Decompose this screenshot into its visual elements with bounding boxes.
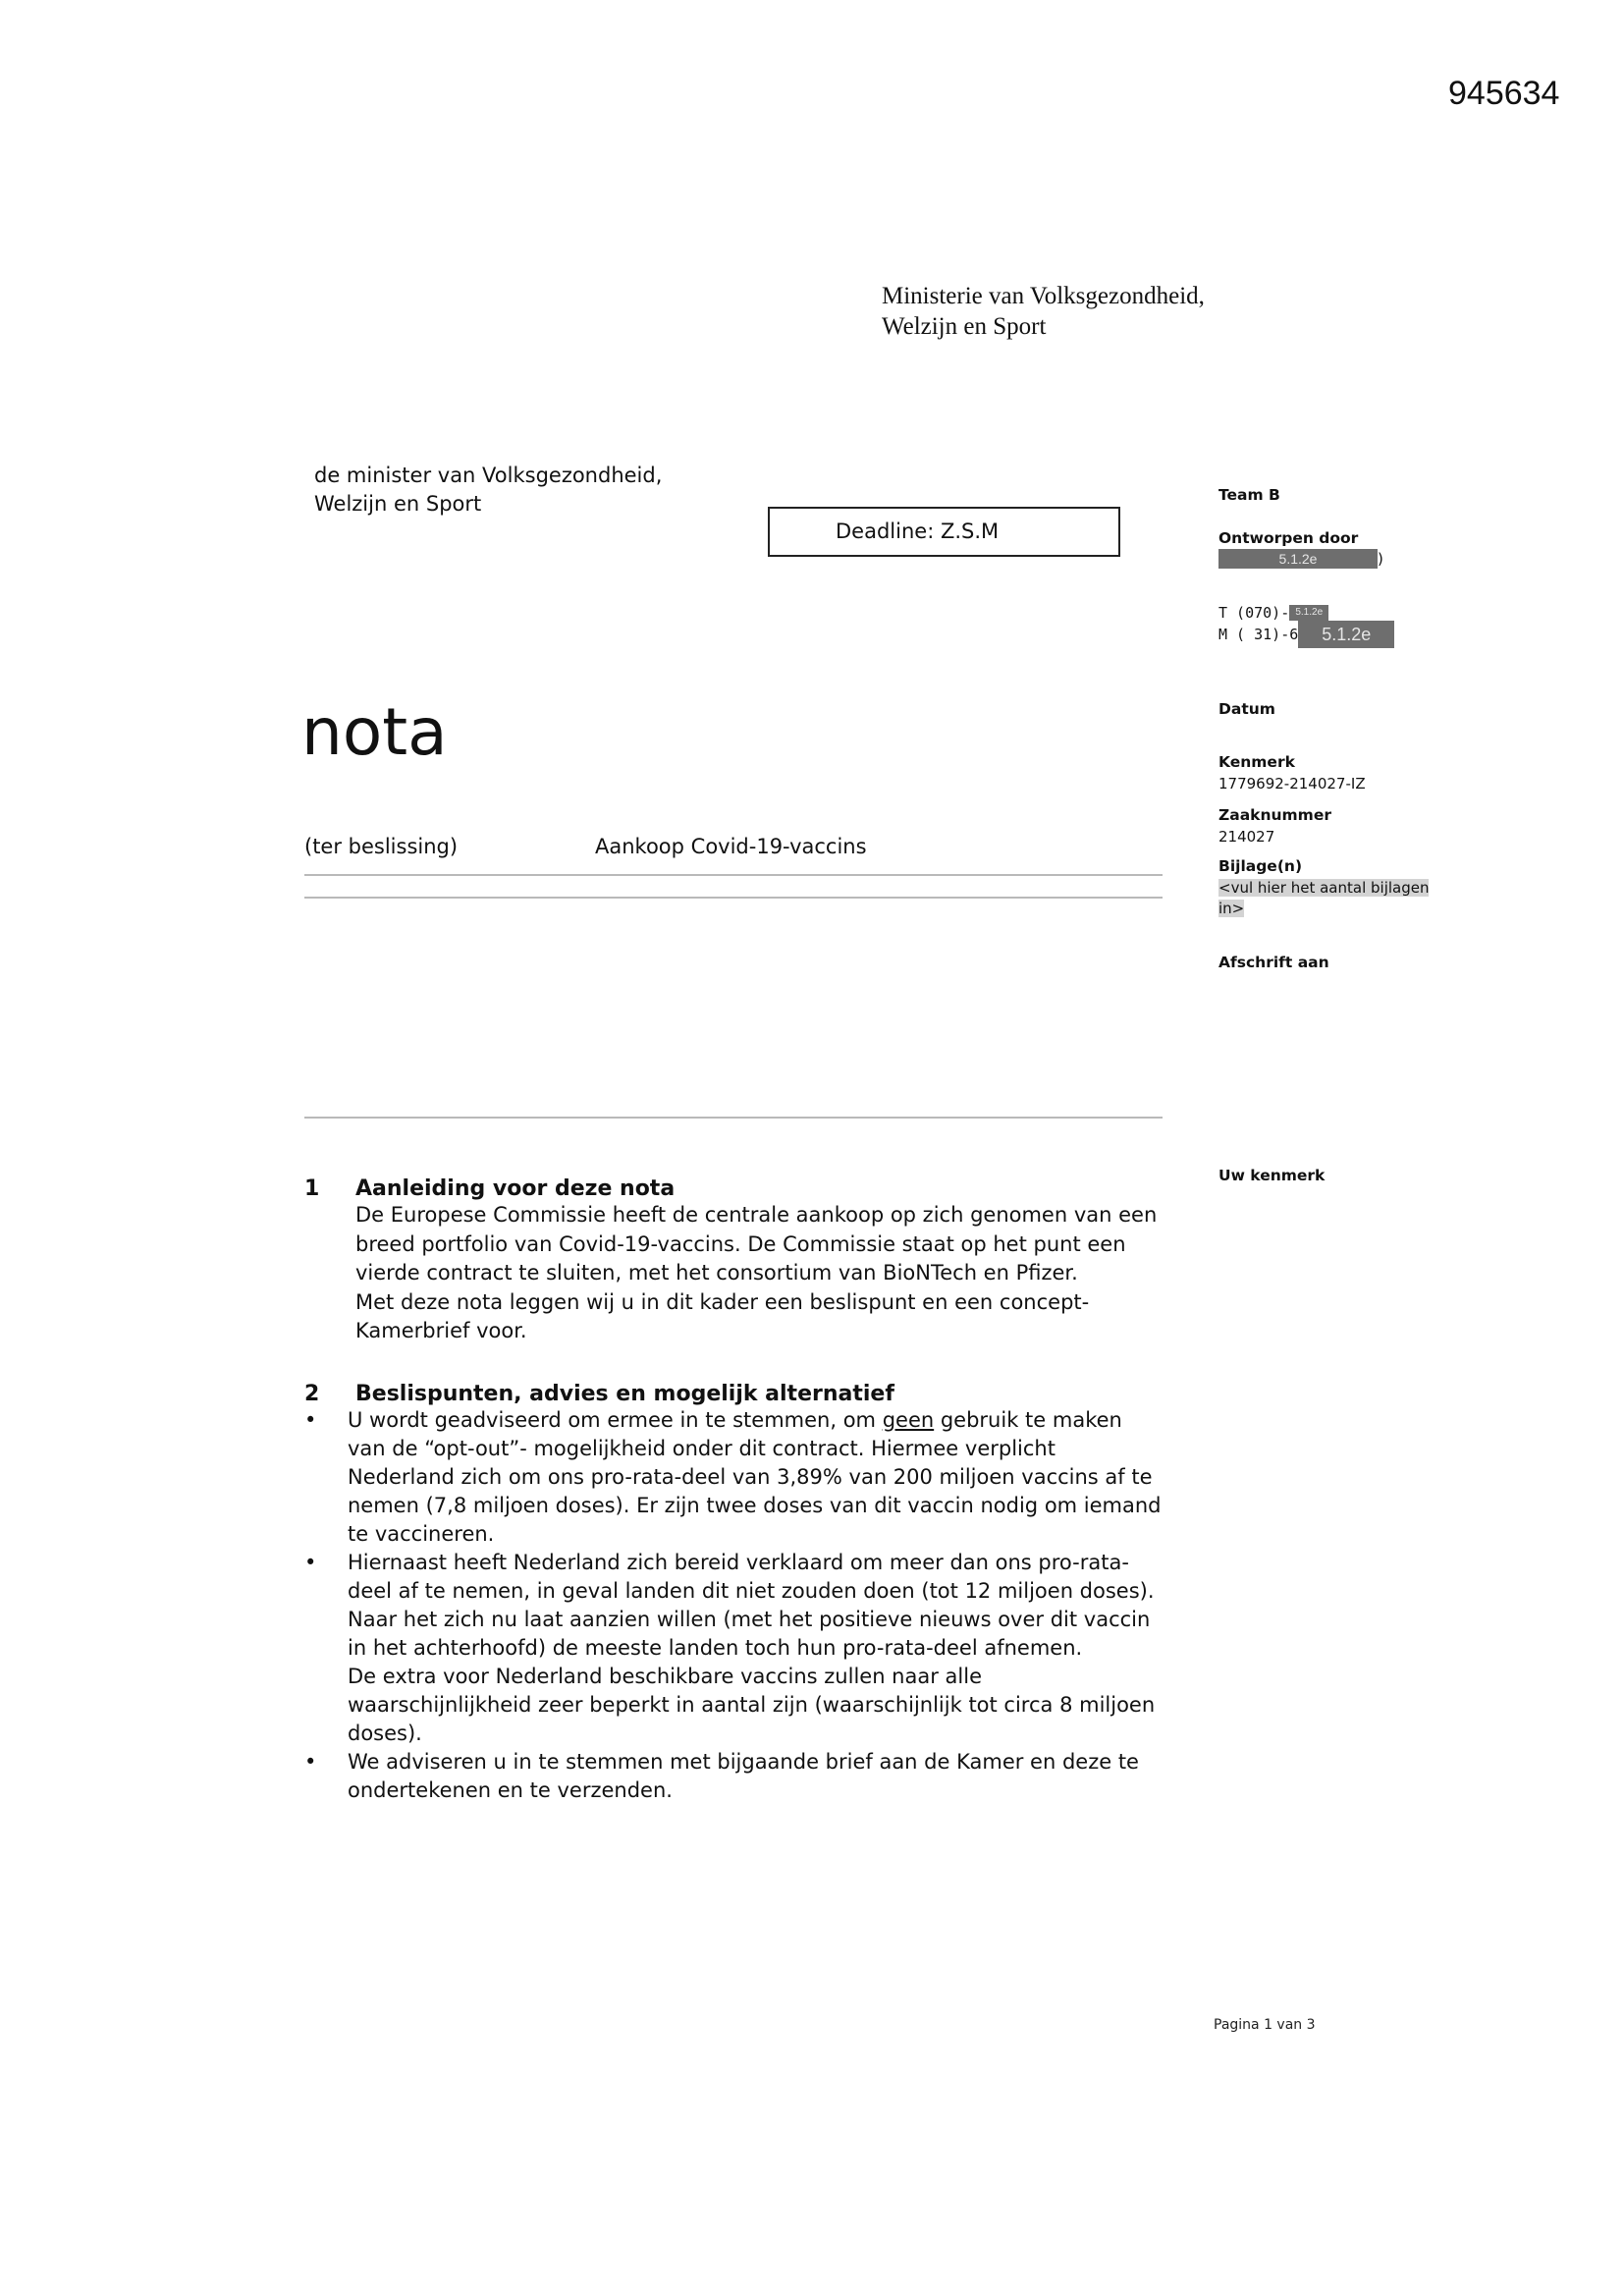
list-item xyxy=(304,1406,1212,1549)
section-title: Aanleiding voor deze nota xyxy=(355,1176,676,1201)
afschrift-label: Afschrift aan xyxy=(1218,954,1329,971)
redaction-box: 5.1.2e xyxy=(1298,621,1394,648)
section-2-body xyxy=(304,1406,1212,1805)
redaction-box: 5.1.2e xyxy=(1218,549,1378,569)
body-line: ondertekenen en te verzenden. xyxy=(348,1778,673,1802)
ontworpen-label: Ontworpen door xyxy=(1218,529,1359,547)
divider xyxy=(304,874,1163,876)
section-number: 1 xyxy=(304,1176,320,1201)
divider xyxy=(304,897,1163,899)
body-line: in het achterhoofd) de meeste landen toch hun pro-rata-deel afnemen. xyxy=(348,1636,1083,1660)
body-line: Naar het zich nu laat aanzien willen (met het positieve nieuws over dit vaccin xyxy=(348,1608,1151,1631)
ministry-logo-text xyxy=(882,281,1205,342)
note-subject: Aankoop Covid-19-vaccins xyxy=(595,835,867,858)
list-item xyxy=(304,1549,1212,1748)
deadline-box: Deadline: Z.S.M xyxy=(768,507,1120,557)
body-line xyxy=(348,1406,1212,1435)
ontworpen-suffix: ) xyxy=(1378,550,1383,568)
ontworpen-row xyxy=(1218,548,1383,570)
document-number: 945634 xyxy=(1448,75,1560,112)
body-line: Nederland zich om ons pro-rata-deel van 3,89% van 200 miljoen vaccins af te xyxy=(348,1465,1153,1489)
body-line: De extra voor Nederland beschikbare vaccins zullen naar alle xyxy=(348,1665,982,1688)
section-1-body xyxy=(355,1201,1200,1346)
datum-label: Datum xyxy=(1218,700,1275,718)
note-type: (ter beslissing) xyxy=(304,835,459,858)
text-run: gebruik te maken xyxy=(934,1408,1122,1432)
kenmerk-value: 1779692-214027-IZ xyxy=(1218,775,1366,793)
divider xyxy=(304,1117,1163,1119)
body-line: nemen (7,8 miljoen doses). Er zijn twee doses van dit vaccin nodig om iemand xyxy=(348,1494,1162,1517)
body-line: Met deze nota leggen wij u in dit kader een beslispunt en een concept- xyxy=(355,1289,1090,1314)
page-title: nota xyxy=(301,694,448,770)
body-line: Kamerbrief voor. xyxy=(355,1319,527,1342)
bullet: • xyxy=(304,1551,317,1574)
body-line: waarschijnlijkheid zeer beperkt in aantal zijn (waarschijnlijk tot circa 8 miljoen xyxy=(348,1693,1156,1717)
body-line: doses). xyxy=(348,1722,422,1745)
bijlagen-placeholder-line-1: <vul hier het aantal bijlagen xyxy=(1218,879,1430,897)
body-line: breed portfolio van Covid-19-vaccins. De Commissie staat op het punt een xyxy=(355,1231,1126,1256)
phone-m-prefix: M ( 31)-6 xyxy=(1218,626,1299,643)
bullet: • xyxy=(304,1750,317,1774)
section-number: 2 xyxy=(304,1382,320,1406)
zaaknummer-value: 214027 xyxy=(1218,828,1275,846)
redaction-box: 5.1.2e xyxy=(1289,605,1328,621)
text-run: U wordt geadviseerd om ermee in te stemmen, om xyxy=(348,1408,883,1432)
section-title: Beslispunten, advies en mogelijk alternatief xyxy=(355,1382,894,1406)
bijlagen-placeholder-line-2: in> xyxy=(1218,900,1245,917)
body-line: vierde contract te sluiten, met het consortium van BioNTech en Pfizer. xyxy=(355,1261,1078,1285)
underlined-text: geen xyxy=(882,1408,935,1432)
kenmerk-label: Kenmerk xyxy=(1218,753,1295,771)
page-number: Pagina 1 van 3 xyxy=(1214,2017,1316,2033)
ministry-line-2: Welzijn en Sport xyxy=(882,313,1047,340)
ministry-line-1: Ministerie van Volksgezondheid, xyxy=(882,283,1205,309)
bullet-list xyxy=(304,1406,1212,1805)
phone-m-row xyxy=(1218,621,1394,648)
body-line: van de “opt-out”- mogelijkheid onder dit contract. Hiermee verplicht xyxy=(348,1437,1056,1460)
phone-t-prefix: T (070)- xyxy=(1218,604,1290,622)
body-line: We adviseren u in te stemmen met bijgaande brief aan de Kamer en deze te xyxy=(348,1750,1139,1774)
bijlagen-value xyxy=(1218,878,1429,919)
zaaknummer-label: Zaaknummer xyxy=(1218,806,1331,824)
body-line: Hiernaast heeft Nederland zich bereid verklaard om meer dan ons pro-rata- xyxy=(348,1551,1129,1574)
recipient-line-2: Welzijn en Sport xyxy=(314,492,482,516)
uw-kenmerk-label: Uw kenmerk xyxy=(1218,1167,1326,1184)
body-line: te vaccineren. xyxy=(348,1522,495,1546)
body-line: De Europese Commissie heeft de centrale aankoop op zich genomen van een xyxy=(355,1203,1158,1227)
recipient-line-1: de minister van Volksgezondheid, xyxy=(314,464,663,487)
body-line: deel af te nemen, in geval landen dit niet zouden doen (tot 12 miljoen doses). xyxy=(348,1579,1155,1603)
phone-t-row xyxy=(1218,603,1328,623)
bijlagen-label: Bijlage(n) xyxy=(1218,857,1303,875)
bullet: • xyxy=(304,1408,317,1432)
recipient-block xyxy=(314,462,662,519)
list-item xyxy=(304,1748,1212,1805)
team-label: Team B xyxy=(1218,486,1280,504)
